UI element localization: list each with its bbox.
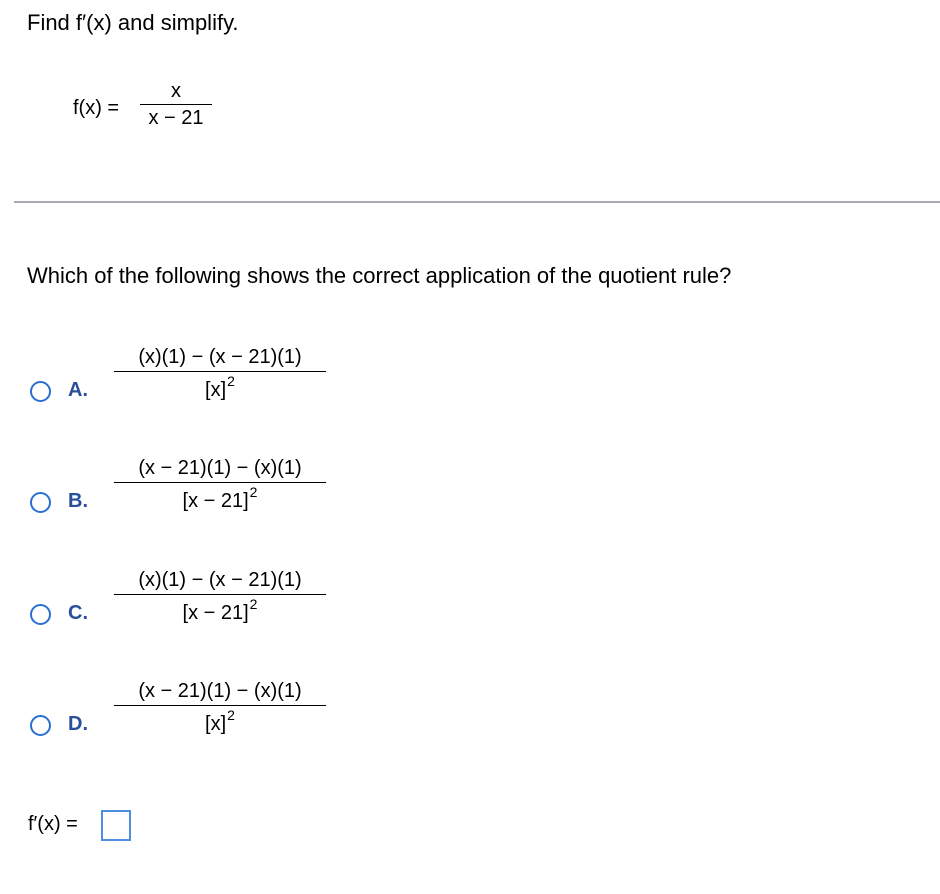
option-d-letter: D.: [68, 713, 88, 735]
option-c-radio[interactable]: [30, 604, 51, 625]
answer-label: f′(x) =: [28, 813, 78, 835]
question-text: Which of the following shows the correct application of the quotient rule?: [27, 263, 732, 288]
option-c-denominator: $[x - 21]^2$: [182, 596, 258, 624]
option-a-fraction: [114, 343, 326, 409]
function-fraction: [140, 78, 212, 131]
option-d-denominator: $[x]^2$: [205, 707, 235, 735]
option-a-exponent: 2: [227, 373, 235, 389]
option-d-radio[interactable]: [30, 715, 51, 736]
option-c-fraction: [114, 566, 326, 632]
function-lhs: f(x) =: [73, 97, 120, 119]
option-b-letter: B.: [68, 490, 88, 512]
instruction-text: Find f′(x) and simplify.: [27, 10, 239, 35]
option-b-denominator: $[x - 21]^2$: [182, 484, 258, 512]
option-b-fraction: [114, 454, 326, 520]
section-divider: [14, 201, 940, 203]
answer-input[interactable]: [101, 810, 131, 841]
option-a-denominator: $[x]^2$: [205, 373, 235, 401]
option-a-radio[interactable]: [30, 381, 51, 402]
option-d[interactable]: [30, 680, 370, 805]
function-numerator: x: [171, 80, 181, 102]
option-c-exponent: 2: [249, 596, 258, 612]
option-d-fraction: [114, 677, 326, 743]
function-denominator: x − 21: [148, 107, 204, 129]
option-c-letter: C.: [68, 602, 88, 624]
option-a-letter: A.: [68, 379, 88, 401]
option-d-exponent: 2: [227, 707, 235, 723]
option-a-numerator: (x)(1) − (x − 21)(1): [138, 346, 302, 368]
option-b-exponent: 2: [249, 484, 258, 500]
option-c-numerator: (x)(1) − (x − 21)(1): [138, 569, 302, 591]
option-b-radio[interactable]: [30, 492, 51, 513]
option-d-numerator: (x − 21)(1) − (x)(1): [138, 680, 302, 702]
option-b-numerator: (x − 21)(1) − (x)(1): [138, 457, 302, 479]
